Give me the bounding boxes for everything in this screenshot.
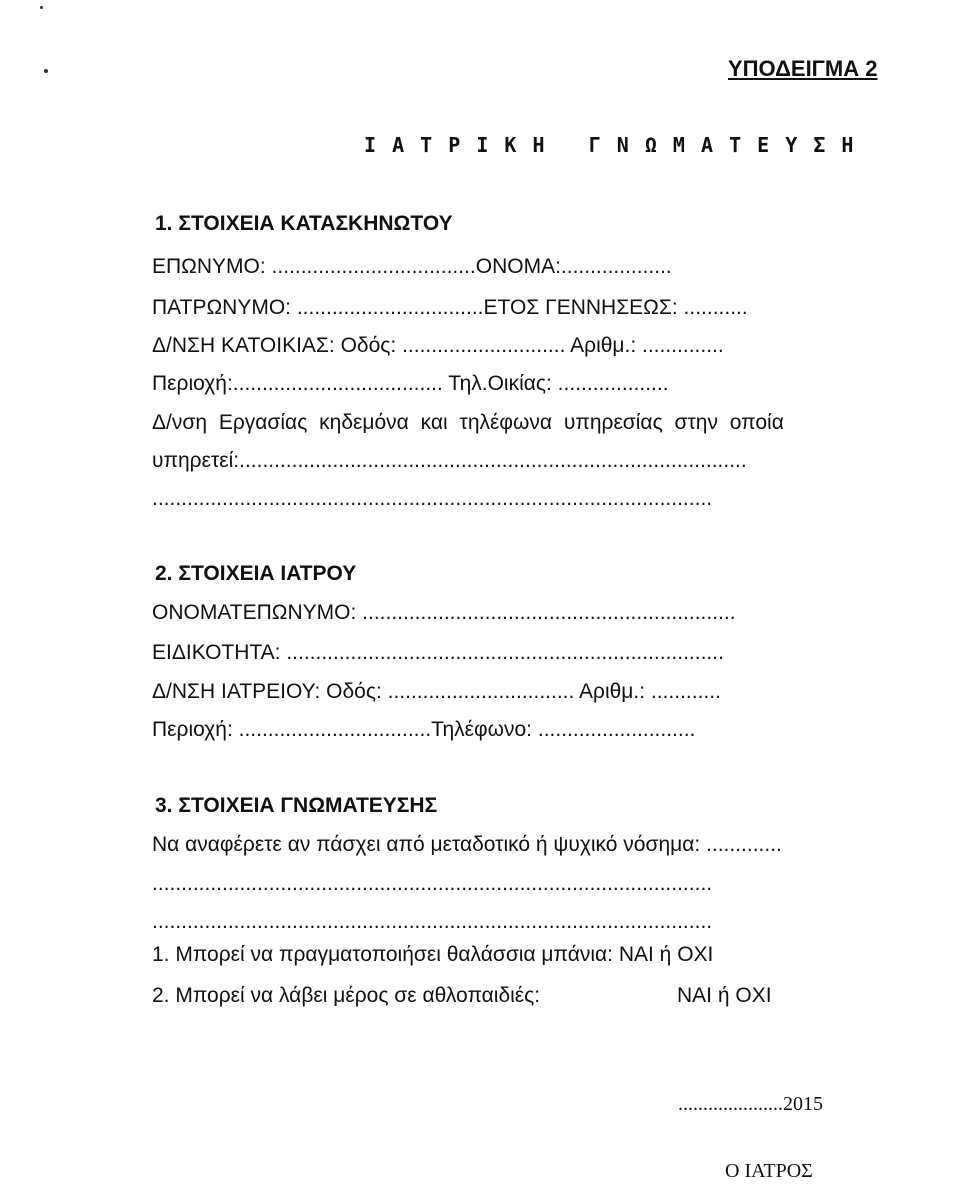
document-title: Ι Α Τ Ρ Ι Κ Η Γ Ν Ω Μ Α Τ Ε Υ Σ Η [364, 133, 856, 157]
section1-heading: 1. ΣΤΟΙΧΕΙΑ ΚΑΤΑΣΚΗΝΩΤΟΥ [155, 212, 453, 235]
camper-area-phone-field[interactable]: Περιοχή:.................................... Τηλ.Οικίας: ................... [152, 372, 669, 395]
section3-heading: 3. ΣΤΟΙΧΕΙΑ ΓΝΩΜΑΤΕΥΣΗΣ [155, 794, 438, 817]
scan-speck [44, 69, 48, 73]
guardian-work-address-field[interactable]: υπηρετεί:....................................................................................... [152, 449, 747, 472]
disease-answer-line-2[interactable]: ................................................................................................ [152, 910, 713, 933]
sample-label: ΥΠΟΔΕΙΓΜΑ 2 [728, 56, 878, 81]
doctor-area-phone-field[interactable]: Περιοχή: .................................Τηλέφωνο: ........................... [152, 718, 696, 741]
sports-question: 2. Μπορεί να λάβει μέρος σε αθλοπαιδιές: [152, 984, 541, 1007]
doctor-signature-label: Ο ΙΑΤΡΟΣ [725, 1160, 813, 1182]
camper-father-name-field[interactable]: ΠΑΤΡΩΝΥΜΟ: ................................ΕΤΟΣ ΓΕΝΝΗΣΕΩΣ: ........... [152, 296, 748, 319]
camper-surname-field[interactable]: ΕΠΩΝΥΜΟ: ...................................ΟΝΟΜΑ:................... [152, 255, 672, 278]
scan-speck [40, 6, 43, 9]
disease-question-field[interactable]: Να αναφέρετε αν πάσχει από μεταδοτικό ή ψυχικό νόσημα: ............. [152, 833, 782, 856]
sports-answer-options[interactable]: ΝΑΙ ή ΟΧΙ [677, 984, 772, 1007]
doctor-specialty-field[interactable]: ΕΙΔΙΚΟΤΗΤΑ: ........................................................................... [152, 641, 724, 664]
date-field[interactable]: .....................2015 [678, 1093, 823, 1115]
section2-heading: 2. ΣΤΟΙΧΕΙΑ ΙΑΤΡΟΥ [155, 562, 357, 585]
doctor-full-name-field[interactable]: ΟΝΟΜΑΤΕΠΩΝΥΜΟ: ................................................................ [152, 601, 736, 624]
disease-answer-line-1[interactable]: ................................................................................................ [152, 872, 713, 895]
guardian-work-address-continuation[interactable]: ................................................................................................ [152, 487, 713, 510]
camper-home-address-field[interactable]: Δ/ΝΣΗ ΚΑΤΟΙΚΙΑΣ: Οδός: ............................ Αριθμ.: .............. [152, 334, 724, 357]
doctor-office-address-field[interactable]: Δ/ΝΣΗ ΙΑΤΡΕΙΟΥ: Οδός: ................................ Αριθμ.: ............ [152, 680, 721, 703]
guardian-work-address-label: Δ/νση Εργασίας κηδεμόνα και τηλέφωνα υπηρεσίας στην οποία [152, 411, 784, 434]
sea-bathing-question[interactable]: 1. Μπορεί να πραγματοποιήσει θαλάσσια μπάνια: ΝΑΙ ή ΟΧΙ [152, 943, 714, 966]
